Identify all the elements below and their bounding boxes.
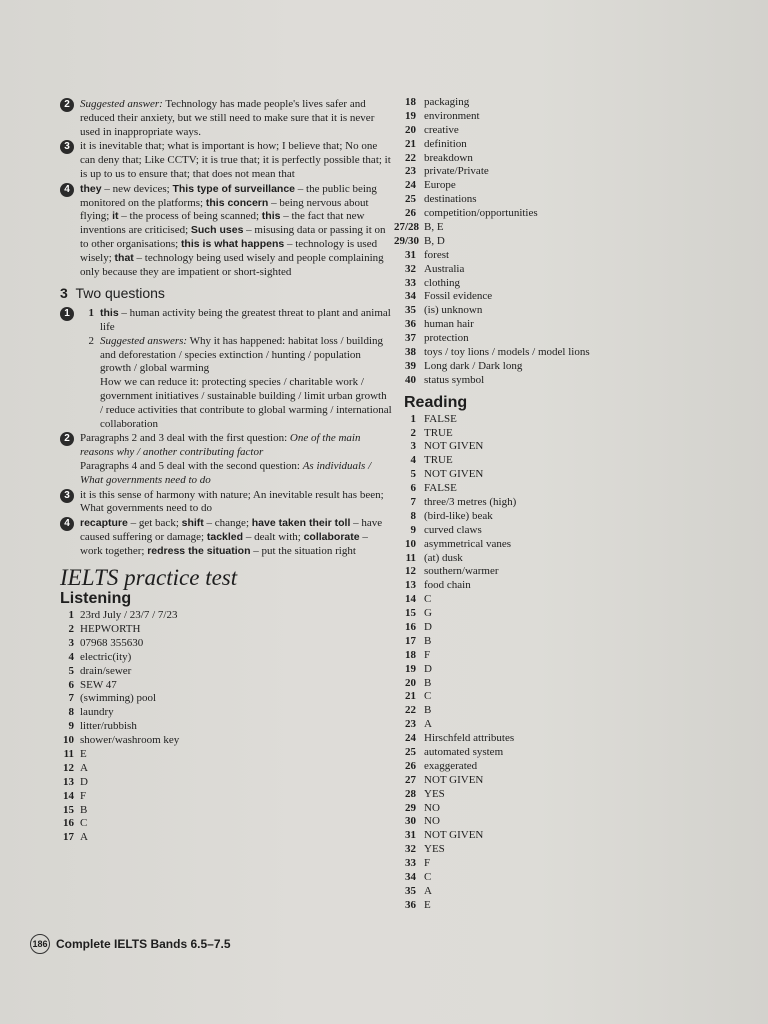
definition-text: – the public being monitored on the platforms; <box>80 182 377 209</box>
answer-row <box>404 496 644 510</box>
answer-number: 12 <box>63 761 74 774</box>
answer-row <box>404 482 644 496</box>
answer-row <box>404 718 644 732</box>
answer-number: 12 <box>405 565 416 578</box>
answer-value: breakdown <box>424 151 473 164</box>
answer-value: Europe <box>424 179 456 192</box>
answer-number: 14 <box>63 789 74 802</box>
answer-row <box>404 760 644 774</box>
answer-number: 9 <box>410 523 416 536</box>
item-number-badge: 3 <box>60 140 74 154</box>
answer-value: D <box>80 775 88 788</box>
answer-row <box>60 651 392 665</box>
answer-value: C <box>80 817 88 830</box>
answer-value: food chain <box>424 579 471 592</box>
answer-row <box>60 706 392 720</box>
answer-row <box>60 790 392 804</box>
answer-row <box>404 207 644 221</box>
definition-text: – work together; <box>80 530 368 557</box>
bold-term: this <box>261 210 281 223</box>
answer-row <box>404 468 644 482</box>
answer-number: 38 <box>405 346 416 359</box>
answer-value: E <box>80 748 87 760</box>
answer-value: forest <box>424 248 450 261</box>
answer-value: E <box>424 898 431 911</box>
answer-number: 35 <box>405 884 416 897</box>
answer-number: 18 <box>405 648 416 661</box>
answer-value: private/Private <box>424 165 489 178</box>
item-number-badge: 2 <box>60 98 74 112</box>
answer-row <box>404 277 644 291</box>
answer-number: 16 <box>63 817 74 830</box>
definition-text: – being nervous about flying; <box>80 196 369 223</box>
answer-number: 40 <box>405 373 416 386</box>
definition-text: – change; <box>203 517 252 530</box>
answer-number: 3 <box>410 440 416 453</box>
answer-value: NOT GIVEN <box>424 829 484 842</box>
answer-item-2 <box>60 98 392 139</box>
definition-text: – misusing data or passing it on to other organisations; <box>80 224 386 250</box>
answer-text: it is inevitable that; what is important is how; I believe that; No one can deny that; Like CCTV; it is true that; it is perfectly possible that; it is up to us to ensure that; that does not mean that <box>80 140 391 180</box>
answer-number: 20 <box>405 676 416 689</box>
answer-row <box>404 318 644 332</box>
answer-row <box>404 899 644 913</box>
bold-term: that <box>114 251 134 264</box>
answer-number: 32 <box>405 262 416 275</box>
answer-value: creative <box>424 123 459 136</box>
answer-number: 4 <box>410 454 416 467</box>
answer-row <box>60 776 392 790</box>
answer-number: 17 <box>405 634 416 647</box>
sub-answer-text-2: How we can reduce it: protecting species / charitable work / government initiatives / sustainable building / limit urban growth / reduce activities that contribute to global warming / international collaboration <box>100 376 392 430</box>
answer-number: 3 <box>68 636 74 649</box>
answer-value: (at) dusk <box>424 551 463 564</box>
answer-value: exaggerated <box>424 759 478 772</box>
answer-row <box>404 607 644 621</box>
reading-heading: Reading <box>404 393 468 411</box>
answer-number: 7 <box>68 692 74 705</box>
bold-term: recapture <box>80 517 128 530</box>
answer-number: 29 <box>405 801 416 814</box>
definition-text: – dealt with; <box>243 530 304 543</box>
answer-row <box>404 249 644 263</box>
answer-value: (swimming) pool <box>80 692 157 705</box>
answer-row <box>60 762 392 776</box>
answer-row <box>404 179 644 193</box>
item-number-badge: 4 <box>60 517 74 531</box>
answer-row <box>60 679 392 693</box>
answer-number: 14 <box>405 593 416 606</box>
answer-value: B <box>424 676 432 689</box>
answer-number: 15 <box>405 607 416 620</box>
answer-row <box>404 732 644 746</box>
bold-term: have taken their toll <box>251 517 351 530</box>
answer-number: 17 <box>63 831 74 844</box>
answer-value: C <box>424 593 432 606</box>
sub-answer-2 <box>80 335 392 432</box>
answer-number: 33 <box>405 276 416 289</box>
answer-number: 26 <box>405 207 416 220</box>
answer-value: protection <box>424 332 469 345</box>
answer-number: 21 <box>405 690 416 703</box>
answer-number: 13 <box>63 775 74 788</box>
answer-value: NO <box>424 801 440 814</box>
answer-row <box>404 346 644 360</box>
answer-value: clothing <box>424 276 461 289</box>
answer-number: 19 <box>405 662 416 675</box>
answer-value: human hair <box>424 318 474 331</box>
answer-number: 29/30 <box>394 234 420 247</box>
suggested-answers-label: Suggested answers: <box>100 334 188 347</box>
answer-row <box>404 152 644 166</box>
answer-number: 13 <box>405 579 416 592</box>
bold-term: shift <box>181 517 204 530</box>
answer-value: B <box>424 704 432 717</box>
answer-value: litter/rubbish <box>80 720 137 733</box>
bold-term: it <box>112 210 119 223</box>
answer-number: 22 <box>405 151 416 164</box>
answer-row <box>404 677 644 691</box>
answer-value: Australia <box>424 262 465 275</box>
answer-value: B, E <box>424 221 444 234</box>
answer-value: B, D <box>424 234 445 247</box>
answer-row <box>404 552 644 566</box>
definition-text: – technology being used wisely and people complaining only because they are impatient or short-sighted <box>80 251 384 278</box>
answer-row <box>404 802 644 816</box>
answer-number: 26 <box>405 759 416 772</box>
answer-item-4 <box>60 183 392 280</box>
answer-row <box>404 193 644 207</box>
answer-row <box>404 524 644 538</box>
answer-row <box>404 663 644 677</box>
practice-test-title: IELTS practice test <box>60 564 238 590</box>
answer-value: definition <box>424 137 467 150</box>
answer-value: SEW 47 <box>80 678 117 691</box>
answer-value: C <box>424 690 432 703</box>
bold-term: this is what happens <box>180 237 285 250</box>
answer-number: 25 <box>405 745 416 758</box>
answer-number: 22 <box>405 704 416 717</box>
answer-row <box>60 734 392 748</box>
answer-row <box>60 623 392 637</box>
answer-value: TRUE <box>424 454 453 467</box>
answer-value: packaging <box>424 96 470 108</box>
listening-heading: Listening <box>60 590 132 608</box>
answer-value: NOT GIVEN <box>424 440 484 453</box>
answer-value: FALSE <box>424 482 457 495</box>
suggested-answer-label: Suggested answer: <box>80 98 163 110</box>
answer-row <box>404 746 644 760</box>
answer-item-1 <box>60 307 392 431</box>
answer-row <box>404 690 644 704</box>
answer-text: it is this sense of harmony with nature; An inevitable result has been; What governments need to do <box>80 488 384 515</box>
answer-italic: One of the main reasons why / another contributing factor <box>80 432 361 459</box>
answer-text: Paragraphs 2 and 3 deal with the first question: <box>80 432 290 445</box>
answer-row <box>404 124 644 138</box>
answer-value: C <box>424 871 432 883</box>
answer-value: G <box>424 607 432 620</box>
answer-row <box>404 565 644 579</box>
sub-answer-text: – human activity being the greatest threat to plant and animal life <box>100 307 391 333</box>
sub-answer-text: Why it has happened: habitat loss / building and deforestation / species extinction / hunting / population growth / global warming <box>100 334 384 375</box>
answer-number: 28 <box>405 787 416 800</box>
item-number-badge: 1 <box>60 307 74 321</box>
answer-value: 07968 355630 <box>80 636 144 649</box>
answer-value: laundry <box>80 706 114 719</box>
page-number: 186 <box>30 934 50 954</box>
answer-item-3 <box>60 140 392 181</box>
answer-number: 20 <box>405 123 416 136</box>
answer-number: 2 <box>410 426 416 439</box>
definition-text: – have caused suffering or damage; <box>80 517 383 543</box>
bold-term: Such uses <box>190 224 244 237</box>
answer-row <box>404 332 644 346</box>
answer-number: 33 <box>405 857 416 870</box>
sub-answer-1 <box>80 307 392 335</box>
answer-value: Long dark / Dark long <box>424 359 523 372</box>
answer-value: B <box>80 803 88 816</box>
answer-row <box>404 510 644 524</box>
answer-number: 30 <box>405 815 416 828</box>
answer-value: (bird-like) beak <box>424 509 493 522</box>
answer-row <box>60 692 392 706</box>
definition-text: – the fact that new inventions are criticised; <box>80 210 365 237</box>
answer-number: 4 <box>68 650 74 663</box>
bold-term: they <box>80 182 102 195</box>
answer-row <box>404 621 644 635</box>
answer-number: 39 <box>405 359 416 372</box>
item-number-badge: 4 <box>60 183 74 197</box>
sub-number: 1 <box>88 307 94 320</box>
answer-row <box>404 538 644 552</box>
answer-item-3b <box>60 489 392 517</box>
answer-number: 8 <box>68 706 74 719</box>
answer-value: F <box>424 648 431 661</box>
answer-number: 6 <box>68 678 74 691</box>
answer-number: 5 <box>68 664 74 677</box>
answer-value: three/3 metres (high) <box>424 495 517 508</box>
answer-row <box>404 427 644 441</box>
answer-value: B <box>424 634 432 647</box>
bold-term: redress the situation <box>147 544 251 557</box>
answer-value: drain/sewer <box>80 664 132 677</box>
answer-value: (is) unknown <box>424 304 483 317</box>
answer-number: 24 <box>405 732 416 745</box>
definition-text: – technology is used wisely; <box>80 237 378 264</box>
answer-row <box>404 704 644 718</box>
answer-value: NOT GIVEN <box>424 468 484 481</box>
definition-text: – put the situation right <box>250 544 356 557</box>
answer-number: 18 <box>405 96 416 108</box>
answer-item-4b <box>60 517 392 558</box>
answer-number: 11 <box>405 551 416 564</box>
answer-value: Hirschfeld attributes <box>424 732 515 745</box>
reference-list <box>80 183 386 278</box>
answer-value: D <box>424 662 432 675</box>
answer-number: 10 <box>405 537 416 550</box>
answer-italic: As individuals / What governments need to do <box>80 459 372 486</box>
answer-row <box>404 165 644 179</box>
answer-row <box>404 649 644 663</box>
answer-number: 2 <box>68 622 74 635</box>
answer-row <box>404 857 644 871</box>
answer-number: 36 <box>405 318 416 331</box>
answer-number: 37 <box>405 332 416 345</box>
answer-row <box>404 635 644 649</box>
answer-row <box>404 96 644 110</box>
answer-row <box>404 815 644 829</box>
answer-row <box>404 829 644 843</box>
answer-number: 24 <box>405 179 416 192</box>
answer-row <box>404 843 644 857</box>
answer-row <box>404 374 644 388</box>
answer-row <box>394 221 644 235</box>
answer-row <box>60 804 392 818</box>
answer-row <box>404 788 644 802</box>
answer-row <box>60 637 392 651</box>
answer-number: 25 <box>405 193 416 206</box>
bold-term: this concern <box>205 196 269 209</box>
answer-value: asymmetrical vanes <box>424 537 512 550</box>
left-column <box>60 98 392 845</box>
answer-number: 15 <box>63 803 74 816</box>
answer-value: D <box>424 620 432 633</box>
section-number: 3 <box>60 285 68 302</box>
answer-row <box>404 440 644 454</box>
answer-number: 16 <box>405 620 416 633</box>
answer-value: 23rd July / 23/7 / 7/23 <box>80 609 178 622</box>
answer-value: environment <box>424 109 480 122</box>
answer-number: 1 <box>410 412 416 425</box>
answer-value: NOT GIVEN <box>424 773 484 786</box>
answer-value: YES <box>424 843 445 856</box>
answer-row <box>404 454 644 468</box>
definition-text: – new devices; <box>101 182 173 195</box>
answer-number: 27/28 <box>394 221 420 234</box>
bold-term: tackled <box>206 530 244 543</box>
answer-value: curved claws <box>424 523 482 536</box>
answer-number: 11 <box>63 748 74 760</box>
answer-row <box>404 871 644 885</box>
answer-value: competition/opportunities <box>424 207 538 220</box>
answer-number: 34 <box>405 871 416 883</box>
answer-value: F <box>424 857 431 870</box>
answer-value: FALSE <box>424 412 457 425</box>
suggested-answer-text: Technology has made people's lives safer and reduced their anxiety, but we still need to make sure that it is never used in inappropriate ways. <box>80 98 375 138</box>
answer-row <box>404 138 644 152</box>
answer-row <box>404 413 644 427</box>
answer-number: 32 <box>405 843 416 856</box>
answer-row <box>60 720 392 734</box>
right-column <box>394 96 644 913</box>
bold-term: This type of surveillance <box>172 182 296 195</box>
bold-term: this <box>100 307 119 320</box>
answer-value: YES <box>424 787 445 800</box>
answer-row <box>404 579 644 593</box>
answer-value: automated system <box>424 745 504 758</box>
answer-number: 35 <box>405 304 416 317</box>
section-title: Two questions <box>75 285 165 302</box>
answer-value: NO <box>424 815 440 828</box>
answer-number: 7 <box>410 495 416 508</box>
answer-number: 19 <box>405 109 416 122</box>
answer-number: 1 <box>68 609 74 622</box>
answer-row <box>394 234 644 249</box>
answer-row <box>60 748 392 762</box>
section-heading <box>60 287 392 301</box>
answer-value: status symbol <box>424 373 485 386</box>
listening-answers-left <box>60 609 392 845</box>
answer-value: A <box>424 718 432 731</box>
answer-value: HEPWORTH <box>80 622 141 635</box>
definition-text: – the process of being scanned; <box>118 210 262 223</box>
page-footer <box>30 934 231 954</box>
answer-number: 5 <box>410 468 416 481</box>
listening-answers-right <box>394 96 644 388</box>
definition-text: – get back; <box>127 517 182 530</box>
answer-value: A <box>424 884 432 897</box>
answer-item-2b <box>60 432 392 487</box>
item-number-badge: 3 <box>60 489 74 503</box>
answer-row <box>404 304 644 318</box>
answer-value: southern/warmer <box>424 565 499 578</box>
bold-term: collaborate <box>303 530 360 543</box>
answer-row <box>60 831 392 845</box>
answer-row <box>404 885 644 899</box>
answer-value: TRUE <box>424 426 453 439</box>
answer-value: destinations <box>424 193 477 206</box>
answer-value: A <box>80 761 88 774</box>
book-title: Complete IELTS Bands 6.5–7.5 <box>56 937 231 951</box>
answer-row <box>404 360 644 374</box>
answer-row <box>60 609 392 623</box>
answer-value: shower/washroom key <box>80 734 180 747</box>
answer-number: 6 <box>410 482 416 495</box>
answer-number: 9 <box>68 720 74 733</box>
answer-number: 34 <box>405 290 416 303</box>
answer-value: toys / toy lions / models / model lions <box>424 346 590 359</box>
answer-number: 10 <box>63 734 74 747</box>
answer-text: Paragraphs 4 and 5 deal with the second question: <box>80 459 303 472</box>
answer-number: 27 <box>405 773 416 786</box>
answer-value: electric(ity) <box>80 650 132 663</box>
answer-number: 23 <box>405 718 416 731</box>
answer-row <box>60 665 392 679</box>
answer-number: 31 <box>405 248 416 261</box>
answer-row <box>404 593 644 607</box>
answer-row <box>404 263 644 277</box>
answer-number: 23 <box>405 165 416 178</box>
answer-row <box>404 774 644 788</box>
answer-row <box>60 817 392 831</box>
answer-row <box>404 290 644 304</box>
answer-number: 8 <box>410 509 416 522</box>
item-number-badge: 2 <box>60 432 74 446</box>
answer-number: 31 <box>405 829 416 842</box>
answer-row <box>404 110 644 124</box>
reading-answers <box>404 413 644 913</box>
answer-value: Fossil evidence <box>424 290 493 303</box>
answer-value: A <box>80 831 88 844</box>
answer-number: 21 <box>405 137 416 150</box>
answer-number: 36 <box>405 898 416 911</box>
sub-number: 2 <box>88 334 94 347</box>
answer-value: F <box>80 789 87 802</box>
vocabulary-list <box>80 517 382 557</box>
